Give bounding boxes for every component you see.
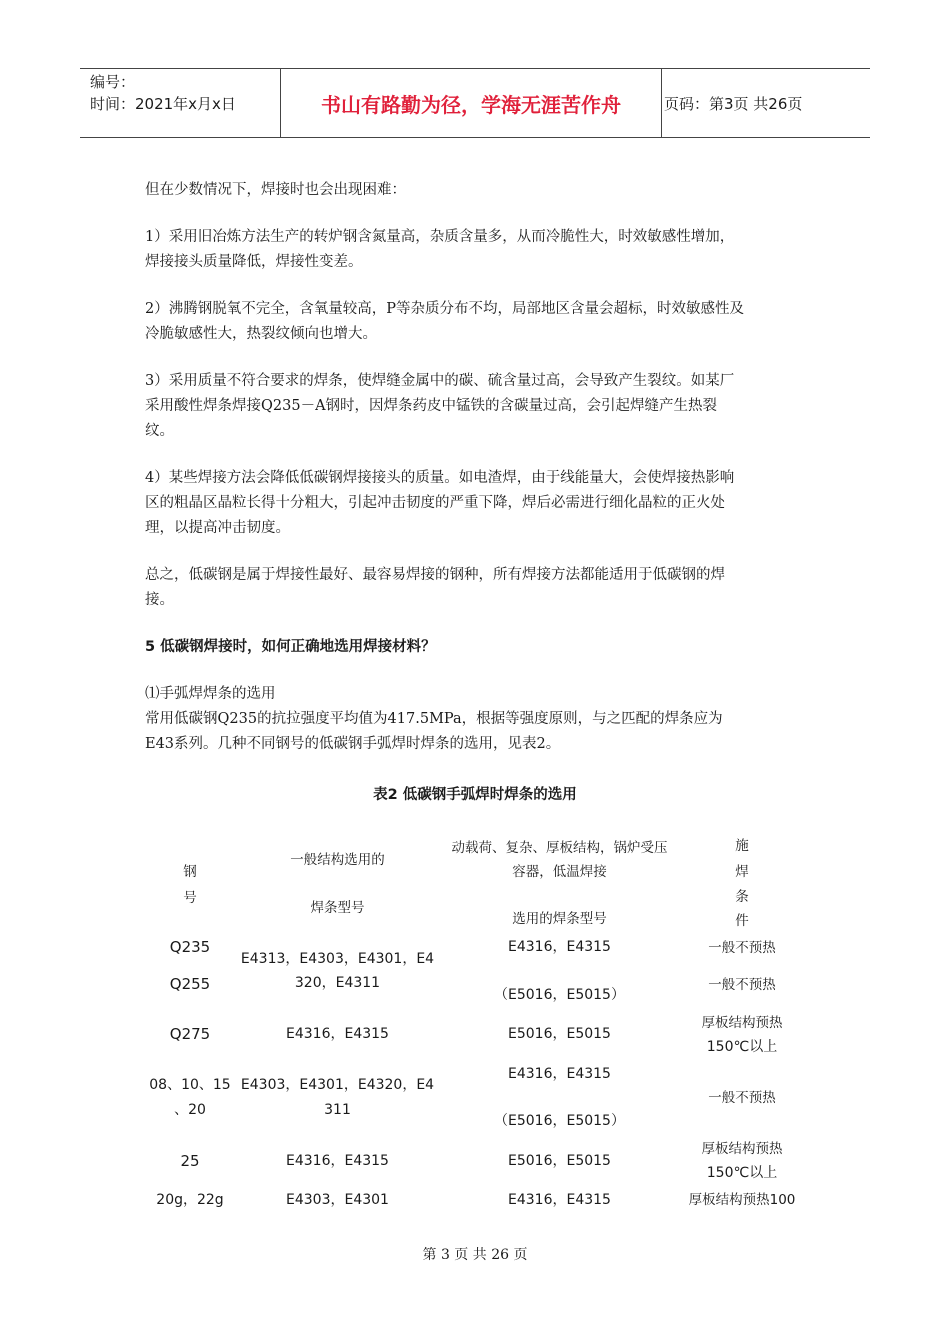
header-dynamic: 容器，低温焊接 xyxy=(512,864,607,880)
paragraph-2: 2）沸腾钢脱氧不完全，含氧量较高，P等杂质分布不均，局部地区含量会超标，时效敏感性及 xyxy=(145,301,744,317)
steel-grade: Q275 xyxy=(169,1025,211,1043)
header-dynamic: 动载荷、复杂、厚板结构，锅炉受压 xyxy=(451,840,668,856)
dynamic-electrode: （E5016，E5015） xyxy=(494,987,625,1003)
header-general: 焊条型号 xyxy=(310,900,365,916)
header-motto: 书山有路勤为径，学海无涯苦作舟 xyxy=(321,92,621,117)
paragraph-1: 焊接接头质量降低，焊接性变差。 xyxy=(145,254,363,270)
paragraph-electrode: E43系列。几种不同钢号的低碳钢手弧焊时焊条的选用，见表2。 xyxy=(145,736,561,752)
weld-condition: 150℃以上 xyxy=(706,1039,778,1055)
dynamic-electrode: E5016，E5015 xyxy=(508,1026,611,1042)
general-electrode: 320，E4311 xyxy=(294,975,381,991)
steel-grade: 20g，22g xyxy=(156,1192,224,1208)
header-condition: 条 xyxy=(735,889,749,905)
header-steel: 号 xyxy=(183,890,197,906)
header-page-info: 页码：第3页 共26页 xyxy=(664,94,803,113)
weld-condition: 150℃以上 xyxy=(706,1165,778,1181)
header-condition: 焊 xyxy=(735,864,749,880)
paragraph-electrode: 常用低碳钢Q235的抗拉强度平均值为417.5MPa，根据等强度原则，与之匹配的焊条应为 xyxy=(145,711,723,727)
paragraph-1: 1）采用旧冶炼方法生产的转炉钢含氮量高，杂质含量多，从而冷脆性大，时效敏感性增加， xyxy=(145,229,735,245)
page-footer: 第 3 页 共 26 页 xyxy=(422,1247,528,1263)
weld-condition: 一般不预热 xyxy=(708,940,776,956)
steel-grade: Q255 xyxy=(169,975,211,993)
general-electrode: E4316，E4315 xyxy=(286,1153,389,1169)
paragraph-4: 区的粗晶区晶粒长得十分粗大，引起冲击韧度的严重下降，焊后必需进行细化晶粒的正火处 xyxy=(145,495,725,511)
paragraph-3: 纹。 xyxy=(145,423,174,439)
header-meta xyxy=(90,71,236,115)
document-body xyxy=(145,178,810,757)
steel-grade: 25 xyxy=(180,1152,200,1170)
paragraph-2: 冷脆敏感性大，热裂纹倾向也增大。 xyxy=(145,326,377,342)
paragraph-summary: 接。 xyxy=(145,592,174,608)
paragraph-intro: 但在少数情况下，焊接时也会出现困难： xyxy=(145,182,406,198)
general-electrode: E4316，E4315 xyxy=(286,1026,389,1042)
header-divider xyxy=(661,69,662,137)
dynamic-electrode: E4316，E4315 xyxy=(508,939,611,955)
general-electrode: E4303，E4301，E4320，E4 xyxy=(240,1077,435,1093)
dynamic-electrode: E4316，E4315 xyxy=(508,1066,611,1082)
section-heading: 5 低碳钢焊接时，如何正确地选用焊接材料？ xyxy=(145,639,436,655)
paragraph-4: 4）某些焊接方法会降低低碳钢焊接接头的质量。如电渣焊，由于线能量大，会使焊接热影响 xyxy=(145,470,735,486)
steel-grade: 、20 xyxy=(174,1102,206,1118)
general-electrode: E4313，E4303，E4301，E4 xyxy=(240,951,435,967)
date-label: 时间：2021年x月x日 xyxy=(90,95,236,113)
steel-grade: Q235 xyxy=(169,938,211,956)
weld-condition: 一般不预热 xyxy=(708,977,776,993)
weld-condition: 厚板结构预热 xyxy=(701,1141,783,1157)
general-electrode: 311 xyxy=(324,1102,351,1118)
page-header xyxy=(80,68,870,138)
code-label: 编号： xyxy=(90,73,136,91)
header-dynamic: 选用的焊条型号 xyxy=(512,911,607,927)
weld-condition: 厚板结构预热100 xyxy=(688,1192,796,1208)
paragraph-3: 3）采用质量不符合要求的焊条，使焊缝金属中的碳、硫含量过高，会导致产生裂纹。如某厂 xyxy=(145,373,735,389)
weld-condition: 一般不预热 xyxy=(708,1090,776,1106)
general-electrode: E4303，E4301 xyxy=(286,1192,389,1208)
paragraph-summary: 总之，低碳钢是属于焊接性最好、最容易焊接的钢种，所有焊接方法都能适用于低碳钢的焊 xyxy=(145,567,725,583)
header-condition: 件 xyxy=(735,913,749,929)
weld-condition: 厚板结构预热 xyxy=(701,1015,783,1031)
header-condition: 施 xyxy=(735,838,749,854)
dynamic-electrode: E4316，E4315 xyxy=(508,1192,611,1208)
header-steel: 钢 xyxy=(183,864,197,880)
table-caption: 表2 低碳钢手弧焊时焊条的选用 xyxy=(373,787,577,803)
paragraph-3: 采用酸性焊条焊接Q235－A钢时，因焊条药皮中锰铁的含碳量过高，会引起焊缝产生热裂 xyxy=(145,398,718,414)
header-general: 一般结构选用的 xyxy=(290,852,385,868)
dynamic-electrode: E5016，E5015 xyxy=(508,1153,611,1169)
steel-grade: 08、10、15 xyxy=(149,1077,231,1093)
paragraph-4: 理，以提高冲击韧度。 xyxy=(145,520,290,536)
subsection-title: ⑴手弧焊焊条的选用 xyxy=(145,686,276,702)
dynamic-electrode: （E5016，E5015） xyxy=(494,1113,625,1129)
